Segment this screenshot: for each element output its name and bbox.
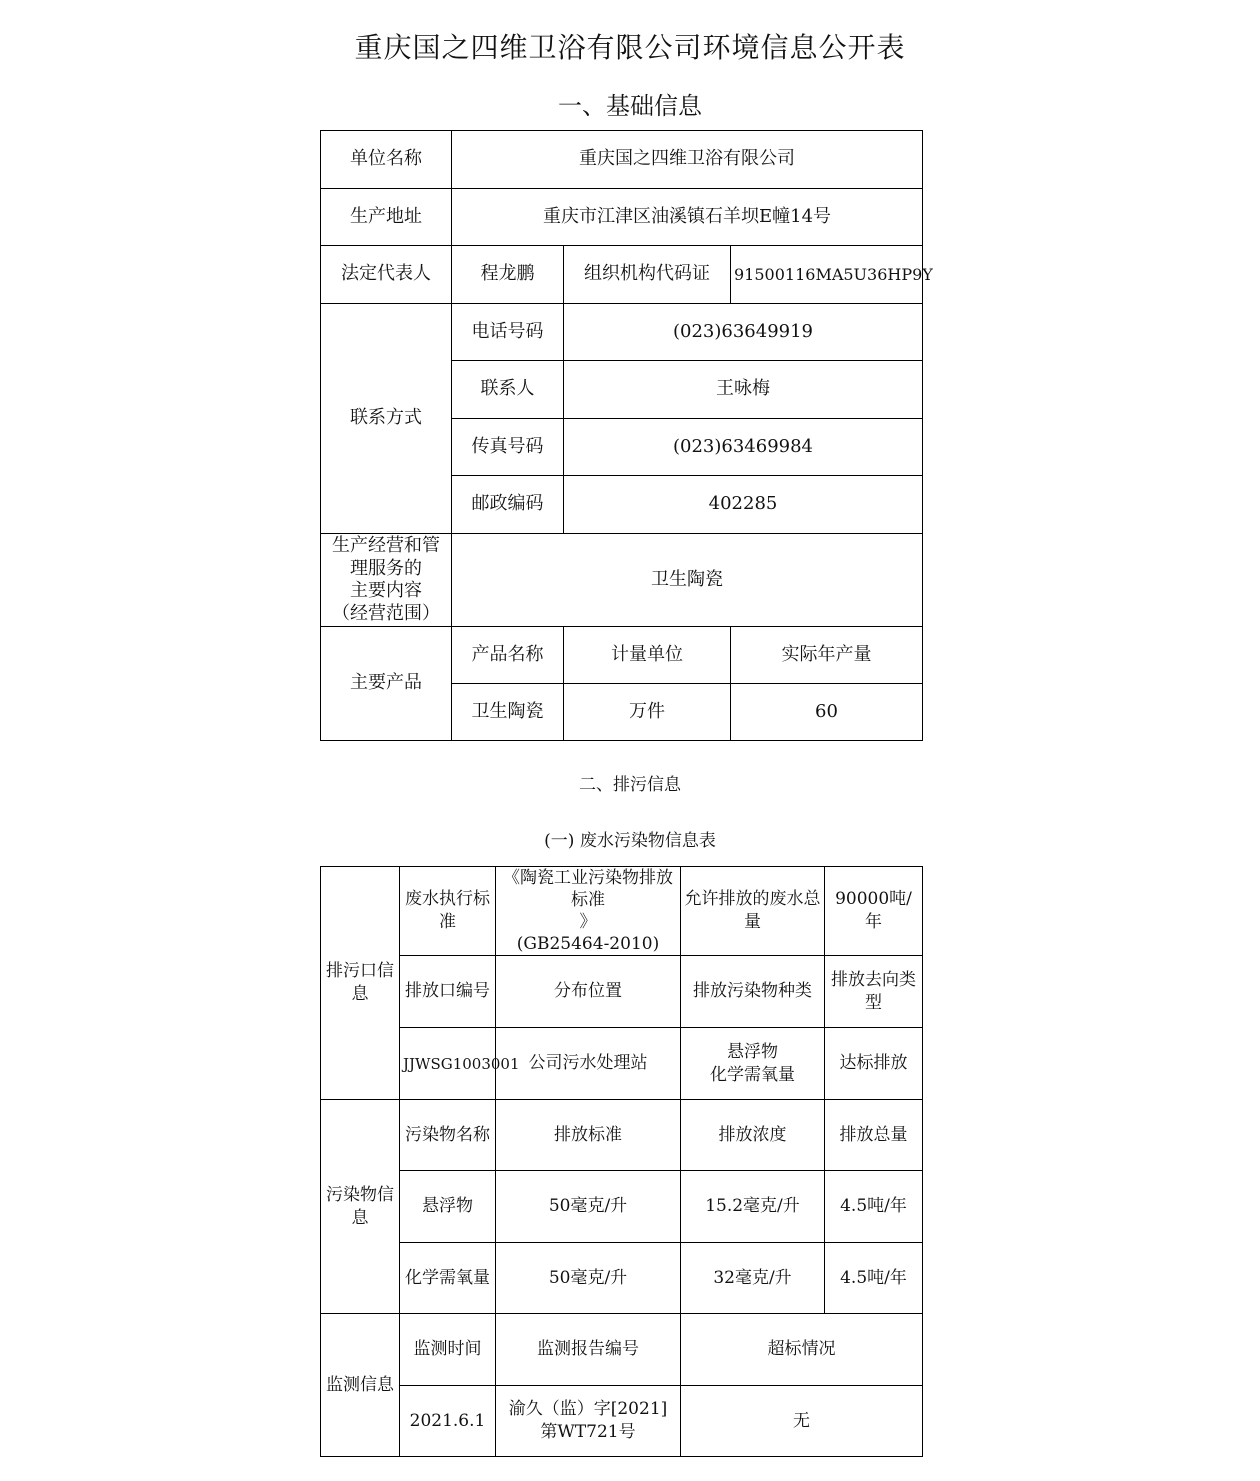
emission-concentration: 15.2毫克/升 <box>681 1171 825 1243</box>
emission-standard: 50毫克/升 <box>496 1171 681 1243</box>
emission-standard-header: 排放标准 <box>496 1100 681 1171</box>
pollutant-info-label: 污染物信息 <box>321 1100 400 1314</box>
emission-standard: 50毫克/升 <box>496 1243 681 1314</box>
section-heading-basic: 一、基础信息 <box>558 92 702 120</box>
phone-value: (023)63649919 <box>564 304 923 361</box>
wastewater-table <box>320 866 923 1457</box>
report-number-header: 监测报告编号 <box>496 1314 681 1386</box>
page-title: 重庆国之四维卫浴有限公司环境信息公开表 <box>354 31 906 64</box>
emission-total-header: 排放总量 <box>825 1100 923 1171</box>
address-label: 生产地址 <box>321 189 452 246</box>
contact-label: 联系方式 <box>321 304 452 534</box>
monitoring-time: 2021.6.1 <box>400 1386 496 1457</box>
unit-name-value: 重庆国之四维卫浴有限公司 <box>452 131 923 189</box>
postcode-value: 402285 <box>564 476 923 534</box>
legal-rep-value: 程龙鹏 <box>452 246 564 304</box>
emission-total: 4.5吨/年 <box>825 1171 923 1243</box>
monitoring-info-label: 监测信息 <box>321 1314 400 1457</box>
postcode-label: 邮政编码 <box>452 476 564 534</box>
pollutant-kinds: 悬浮物 化学需氧量 <box>681 1028 825 1100</box>
outlet-number: JJWSG1003001 <box>400 1028 496 1100</box>
exceedance-header: 超标情况 <box>681 1314 923 1386</box>
emission-concentration-header: 排放浓度 <box>681 1100 825 1171</box>
subsection-heading-wastewater: (一) 废水污染物信息表 <box>544 831 716 851</box>
main-products-label: 主要产品 <box>321 627 452 741</box>
unit-header: 计量单位 <box>564 627 731 684</box>
fax-value: (023)63469984 <box>564 419 923 476</box>
direction-header: 排放去向类型 <box>825 956 923 1028</box>
basic-info-table <box>320 130 933 741</box>
section-heading-discharge: 二、排污信息 <box>579 775 681 795</box>
monitoring-time-header: 监测时间 <box>400 1314 496 1386</box>
pollutant-kinds-header: 排放污染物种类 <box>681 956 825 1028</box>
product-unit: 万件 <box>564 684 731 741</box>
legal-rep-label: 法定代表人 <box>321 246 452 304</box>
emission-concentration: 32毫克/升 <box>681 1243 825 1314</box>
product-name: 卫生陶瓷 <box>452 684 564 741</box>
product-name-header: 产品名称 <box>452 627 564 684</box>
table-row <box>321 1243 923 1314</box>
discharge-direction: 达标排放 <box>825 1028 923 1100</box>
allowed-total-label: 允许排放的废水总量 <box>681 867 825 956</box>
contact-person-label: 联系人 <box>452 361 564 419</box>
business-scope-value: 卫生陶瓷 <box>452 534 923 627</box>
pollutant-name: 化学需氧量 <box>400 1243 496 1314</box>
table-row <box>321 1171 923 1243</box>
exceedance-value: 无 <box>681 1386 923 1457</box>
unit-name-label: 单位名称 <box>321 131 452 189</box>
standard-value: 《陶瓷工业污染物排放标准 》 (GB25464-2010) <box>496 867 681 956</box>
annual-output-header: 实际年产量 <box>731 627 923 684</box>
outlet-info-label: 排污口信息 <box>321 867 400 1100</box>
org-code-value: 91500116MA5U36HP9Y <box>731 246 923 304</box>
business-scope-label: 生产经营和管 理服务的 主要内容 （经营范围） <box>321 534 452 627</box>
location-header: 分布位置 <box>496 956 681 1028</box>
product-quantity: 60 <box>731 684 923 741</box>
pollutant-name: 悬浮物 <box>400 1171 496 1243</box>
pollutant-name-header: 污染物名称 <box>400 1100 496 1171</box>
outlet-location: 公司污水处理站 <box>496 1028 681 1100</box>
report-number: 渝久（监）字[2021] 第WT721号 <box>496 1386 681 1457</box>
org-code-label: 组织机构代码证 <box>564 246 731 304</box>
emission-total: 4.5吨/年 <box>825 1243 923 1314</box>
contact-person-value: 王咏梅 <box>564 361 923 419</box>
allowed-total-value: 90000吨/年 <box>825 867 923 956</box>
fax-label: 传真号码 <box>452 419 564 476</box>
address-value: 重庆市江津区油溪镇石羊坝E幢14号 <box>452 189 923 246</box>
phone-label: 电话号码 <box>452 304 564 361</box>
outlet-number-header: 排放口编号 <box>400 956 496 1028</box>
standard-label: 废水执行标准 <box>400 867 496 956</box>
